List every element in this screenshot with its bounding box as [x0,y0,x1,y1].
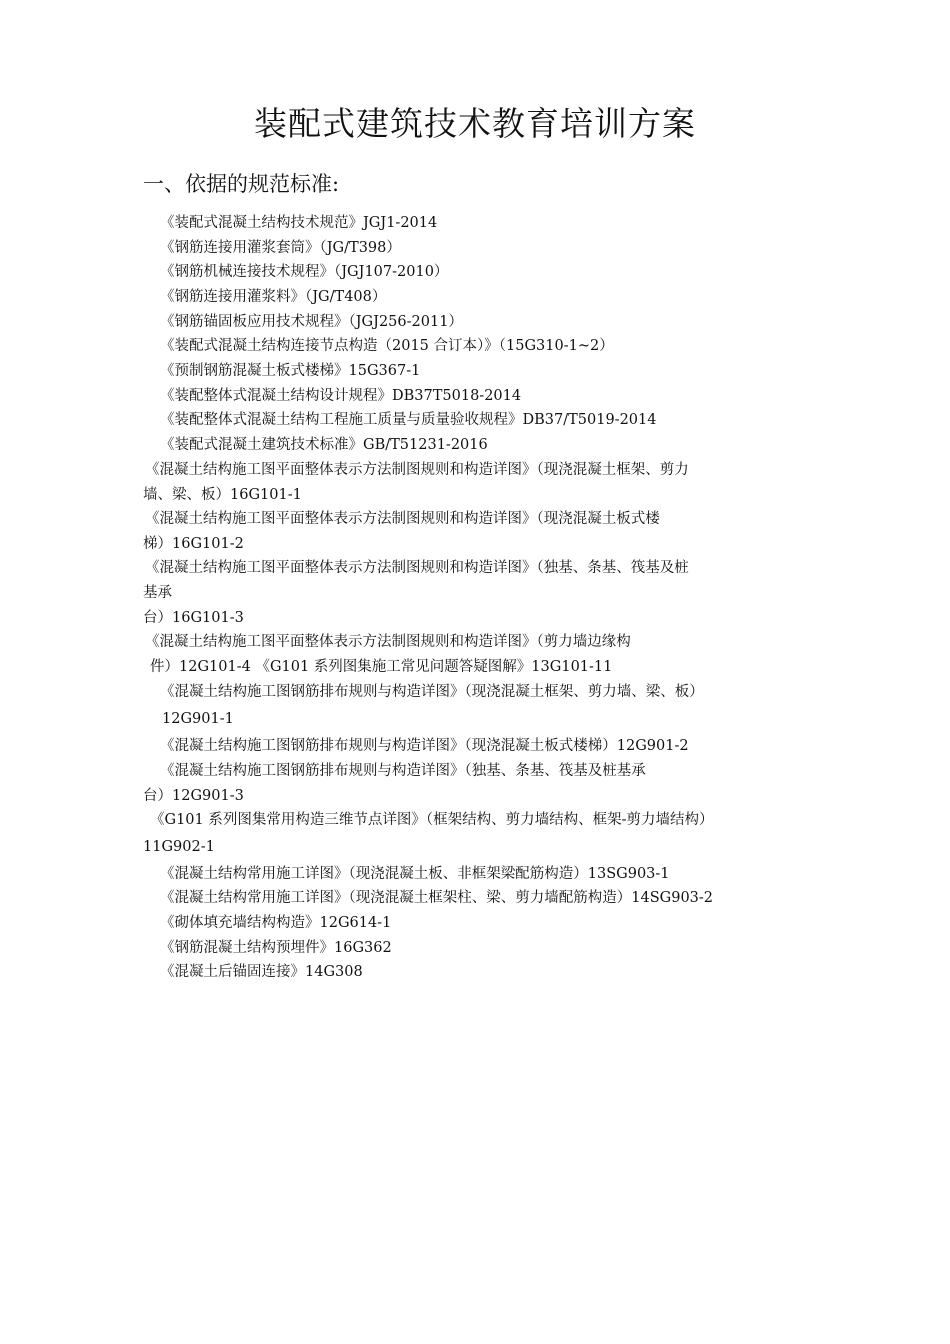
standard-line-continued: 11G902-1 [143,839,215,855]
standard-line: 《钢筋连接用灌浆料》（JG/T408） [160,289,387,305]
standard-line: 《钢筋混凝土结构预埋件》16G362 [160,940,392,956]
standard-line: 《混凝土结构常用施工详图》（现浇混凝土框架柱、梁、剪力墙配筋构造）14SG903-2 [160,890,714,906]
standard-line-continued: 基承 [143,585,172,601]
standard-line-continued: 台）12G901-3 [143,788,244,804]
standard-line: 《装配整体式混凝土结构工程施工质量与质量验收规程》DB37/T5019-2014 [160,412,657,428]
standard-line: 《装配式混凝土建筑技术标准》GB/T51231-2016 [160,437,488,453]
standard-line-continued: 墙、梁、板）16G101-1 [143,487,302,503]
standard-line: 《混凝土后锚固连接》14G308 [160,964,363,980]
standard-line: 《预制钢筋混凝土板式楼梯》15G367-1 [160,363,421,379]
document-title: 装配式建筑技术教育培训方案 [254,104,696,143]
standard-line: 《混凝土结构施工图平面整体表示方法制图规则和构造详图》（剪力墙边缘构 [145,634,631,650]
standard-line: 《装配式混凝土结构技术规范》JGJ1-2014 [160,215,438,231]
section-heading: 一、依据的规范标准: [143,172,340,196]
standard-line: 《混凝土结构施工图钢筋排布规则与构造详图》（现浇混凝土框架、剪力墙、梁、板） [160,684,704,700]
standard-line: 《砌体填充墙结构构造》12G614-1 [160,915,392,931]
standard-line-continued: 台）16G101-3 [143,610,244,626]
standard-line: 《钢筋锚固板应用技术规程》（JGJ256-2011） [160,314,463,330]
standard-line: 《混凝土结构施工图平面整体表示方法制图规则和构造详图》（现浇混凝土框架、剪力 [145,462,689,478]
standard-line: 《装配整体式混凝土结构设计规程》DB37T5018-2014 [160,388,522,404]
standard-line: 《混凝土结构施工图钢筋排布规则与构造详图》（现浇混凝土板式楼梯）12G901-2 [160,738,689,754]
standard-line: 《混凝土结构施工图平面整体表示方法制图规则和构造详图》（现浇混凝土板式楼 [145,511,660,527]
standard-line: 《G101 系列图集常用构造三维节点详图》（框架结构、剪力墙结构、框架-剪力墙结构） [150,812,714,828]
standard-line: 《混凝土结构常用施工详图》（现浇混凝土板、非框架梁配筋构造）13SG903-1 [160,866,670,882]
standard-line: 《混凝土结构施工图平面整体表示方法制图规则和构造详图》（独基、条基、筏基及桩 [145,560,689,576]
standard-line: 《钢筋连接用灌浆套筒》（JG/T398） [160,240,401,256]
standard-line: 《装配式混凝土结构连接节点构造（2015 合订本）》（15G310-1~2） [160,338,614,354]
standard-line-continued: 件）12G101-4 《G101 系列图集施工常见问题答疑图解》13G101-11 [150,659,613,675]
standard-line-continued: 12G901-1 [162,711,234,727]
standard-line: 《混凝土结构施工图钢筋排布规则与构造详图》（独基、条基、筏基及桩基承 [160,763,646,779]
standard-line: 《钢筋机械连接技术规程》（JGJ107-2010） [160,264,449,280]
standard-line-continued: 梯）16G101-2 [143,536,244,552]
